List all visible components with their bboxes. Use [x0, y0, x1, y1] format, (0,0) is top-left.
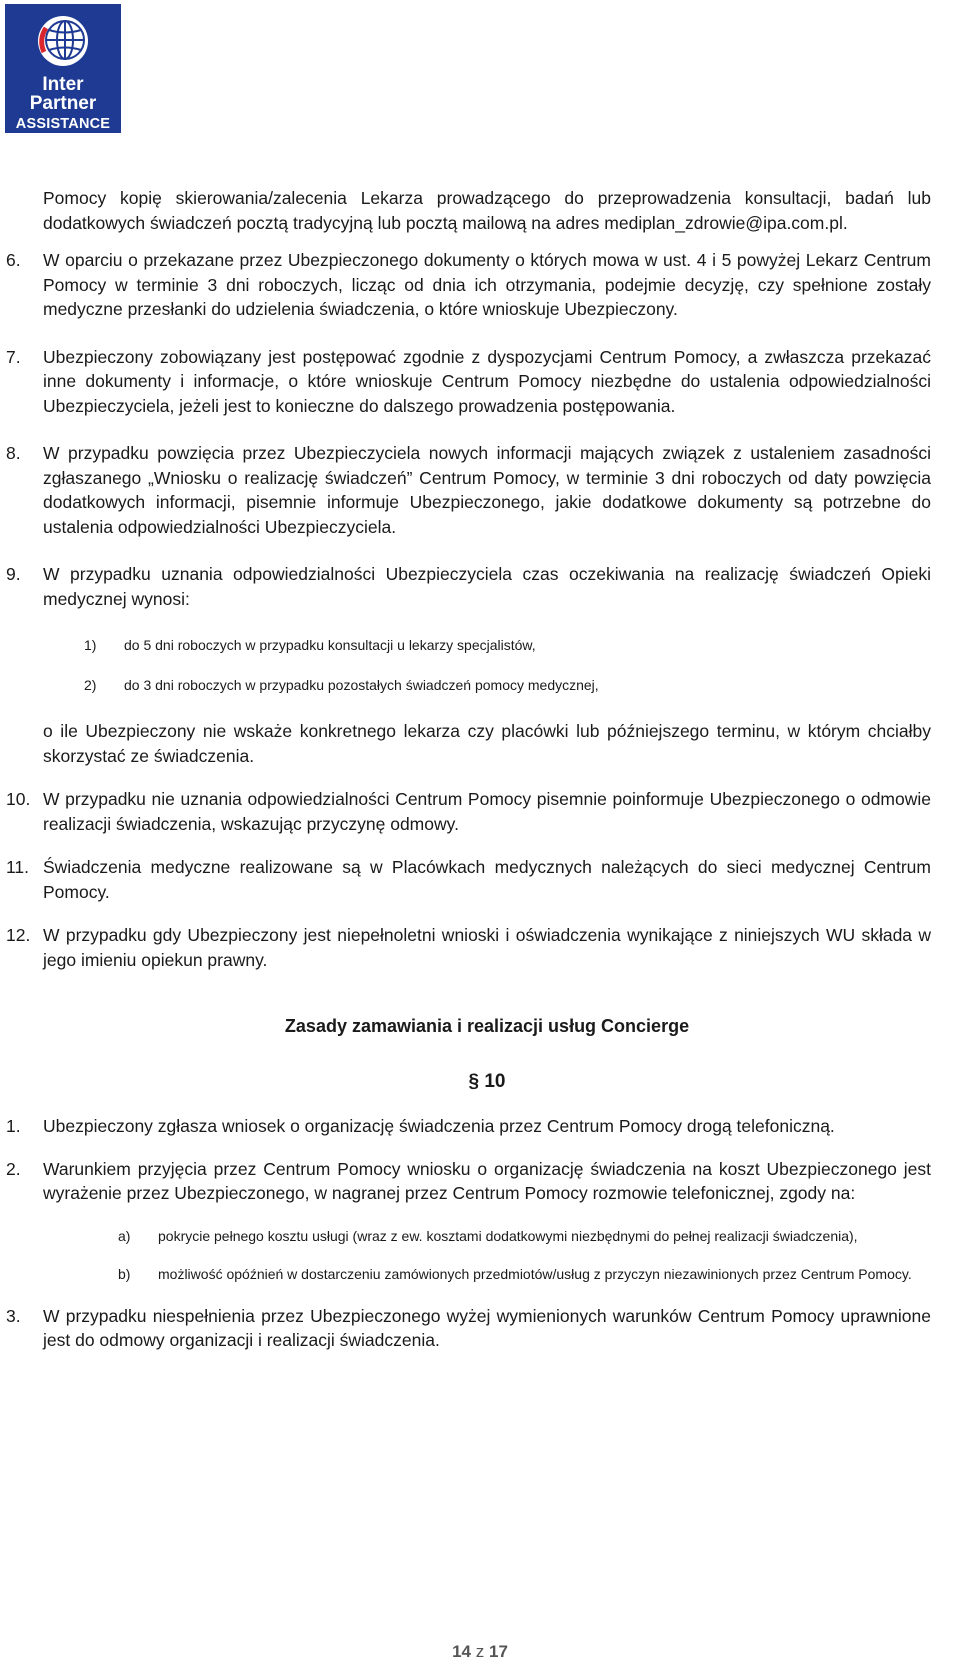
sub-list-item: [0, 635, 960, 655]
list-number: 3.: [6, 1305, 21, 1326]
section-heading: Zasady zamawiania i realizacji usług Concierge: [284, 1016, 690, 1036]
list-text: W oparciu o przekazane przez Ubezpieczonego dokumenty o których mowa w ust. 4 i 5 powyżej Lekarz Centrum Pomocy w terminie 3 dni roboczych, licząc od dnia ich otrzymania, podejmie decyzję, czy spełnione zostały medyczne przesłanki do udzielenia świadczenia, o które wnioskuje Ubezpieczony.: [43, 250, 931, 319]
list-item: [0, 1114, 960, 1139]
list-number: 10.: [6, 789, 31, 809]
list-item: [0, 441, 960, 539]
sub-list-item: [0, 675, 960, 695]
list-number: 2.: [6, 1158, 21, 1179]
document-body: [0, 186, 960, 1353]
sub-list-number: 2): [84, 677, 97, 693]
sub-list-number: b): [118, 1265, 131, 1282]
sub-list-item: [0, 1264, 960, 1284]
globe-icon: [36, 14, 90, 68]
list-number: 9.: [6, 564, 21, 584]
list-text: W przypadku nie uznania odpowiedzialności Centrum Pomocy pisemnie poinformuje Ubezpieczonego o odmowie realizacji świadczenia, wskazując przyczynę odmowy.: [43, 789, 931, 834]
page-footer: [0, 1641, 960, 1663]
list-number: 8.: [6, 443, 21, 463]
logo-line-assistance: ASSISTANCE: [15, 116, 111, 132]
list-number: 11.: [6, 857, 30, 877]
list-item: [0, 562, 960, 611]
list-text: W przypadku uznania odpowiedzialności Ubezpieczyciela czas oczekiwania na realizację świadczeń Opieki medycznej wynosi:: [43, 564, 931, 609]
list-text: W przypadku powzięcia przez Ubezpieczyciela nowych informacji mających związek z ustaleniem zasadności zgłaszanego „Wniosku o realizację świadczeń” Centrum Pomocy, w terminie 3 dni roboczych od daty powzięcia dodatkowych informacji, pisemnie informuje Ubezpieczonego, jakie dodatkowe dokumenty są potrzebne do ustalenia odpowiedzialności Ubezpieczyciela.: [43, 443, 931, 537]
list-number: 7.: [6, 346, 21, 367]
list-number: 1.: [6, 1116, 21, 1136]
list-item: [0, 923, 960, 972]
list-text: Ubezpieczony zobowiązany jest postępować zgodnie z dyspozycjami Centrum Pomocy, a zwłaszcza przekazać inne dokumenty i informacje, o które wnioskuje Centrum Pomocy niezbędne do ustalenia odpowiedzialności Ubezpieczyciela, jeżeli jest to konieczne do dalszego prowadzenia postępowania.: [43, 346, 931, 416]
sub-list-number: 1): [84, 637, 97, 653]
page-number-separator: z: [475, 1642, 485, 1661]
list-number: 6.: [6, 250, 21, 270]
logo-line-inter: Inter: [42, 74, 84, 95]
list-text: Warunkiem przyjęcia przez Centrum Pomocy wniosku o organizację świadczenia na koszt Ubezpieczonego jest wyrażenie przez Ubezpieczonego, w nagranej przez Centrum Pomocy rozmowie telefonicznej, zgody na:: [43, 1158, 931, 1203]
list-text: W przypadku niespełnienia przez Ubezpieczonego wyżej wymienionych warunków Centrum Pomocy uprawnione jest do odmowy organizacji i realizacji świadczenia.: [43, 1305, 931, 1350]
list-text: Świadczenia medyczne realizowane są w Placówkach medycznych należących do sieci medycznej Centrum Pomocy.: [43, 857, 931, 902]
list-item: [0, 1304, 960, 1353]
list-item: [0, 248, 960, 322]
sub-list-number: a): [118, 1227, 131, 1244]
intro-paragraph: [0, 186, 960, 235]
list-text: Ubezpieczony zgłasza wniosek o organizację świadczenia przez Centrum Pomocy drogą telefoniczną.: [43, 1116, 835, 1136]
list-item: [0, 855, 960, 904]
sub-list-text: pokrycie pełnego kosztu usługi (wraz z ew. kosztami dodatkowymi niezbędnymi do pełnej realizacji świadczenia),: [158, 1227, 858, 1244]
continuation-text: o ile Ubezpieczony nie wskaże konkretnego lekarza czy placówki lub późniejszego terminu, w którym chciałby skorzystać ze świadczenia.: [43, 721, 931, 766]
sub-list-text: do 3 dni roboczych w przypadku pozostałych świadczeń pomocy medycznej,: [124, 677, 599, 693]
logo-line-partner: Partner: [29, 93, 97, 114]
company-logo: [5, 4, 121, 133]
item-9-continuation: [0, 719, 960, 768]
sub-list-text: do 5 dni roboczych w przypadku konsultacji u lekarzy specjalistów,: [124, 637, 536, 653]
list-item: [0, 345, 960, 419]
list-number: 12.: [6, 925, 31, 945]
page-number-current: 14: [452, 1642, 472, 1661]
list-item: [0, 787, 960, 836]
sub-list-text: możliwość opóźnień w dostarczeniu zamówionych przedmiotów/usług z przyczyn niezawinionych przez Centrum Pomocy.: [158, 1265, 912, 1282]
list-item: [0, 1157, 960, 1206]
intro-text: Pomocy kopię skierowania/zalecenia Lekarza prowadzącego do przeprowadzenia konsultacji, badań lub dodatkowych świadczeń pocztą tradycyjną lub pocztą mailową na adres mediplan_zdrowie@ipa.com.pl.: [43, 188, 931, 233]
list-text: W przypadku gdy Ubezpieczony jest niepełnoletni wnioski i oświadczenia wynikające z niniejszych WU składa w jego imieniu opiekun prawny.: [43, 925, 931, 970]
page-number-total: 17: [488, 1642, 508, 1661]
section-number: § 10: [468, 1071, 506, 1092]
sub-list-item: [0, 1226, 960, 1246]
